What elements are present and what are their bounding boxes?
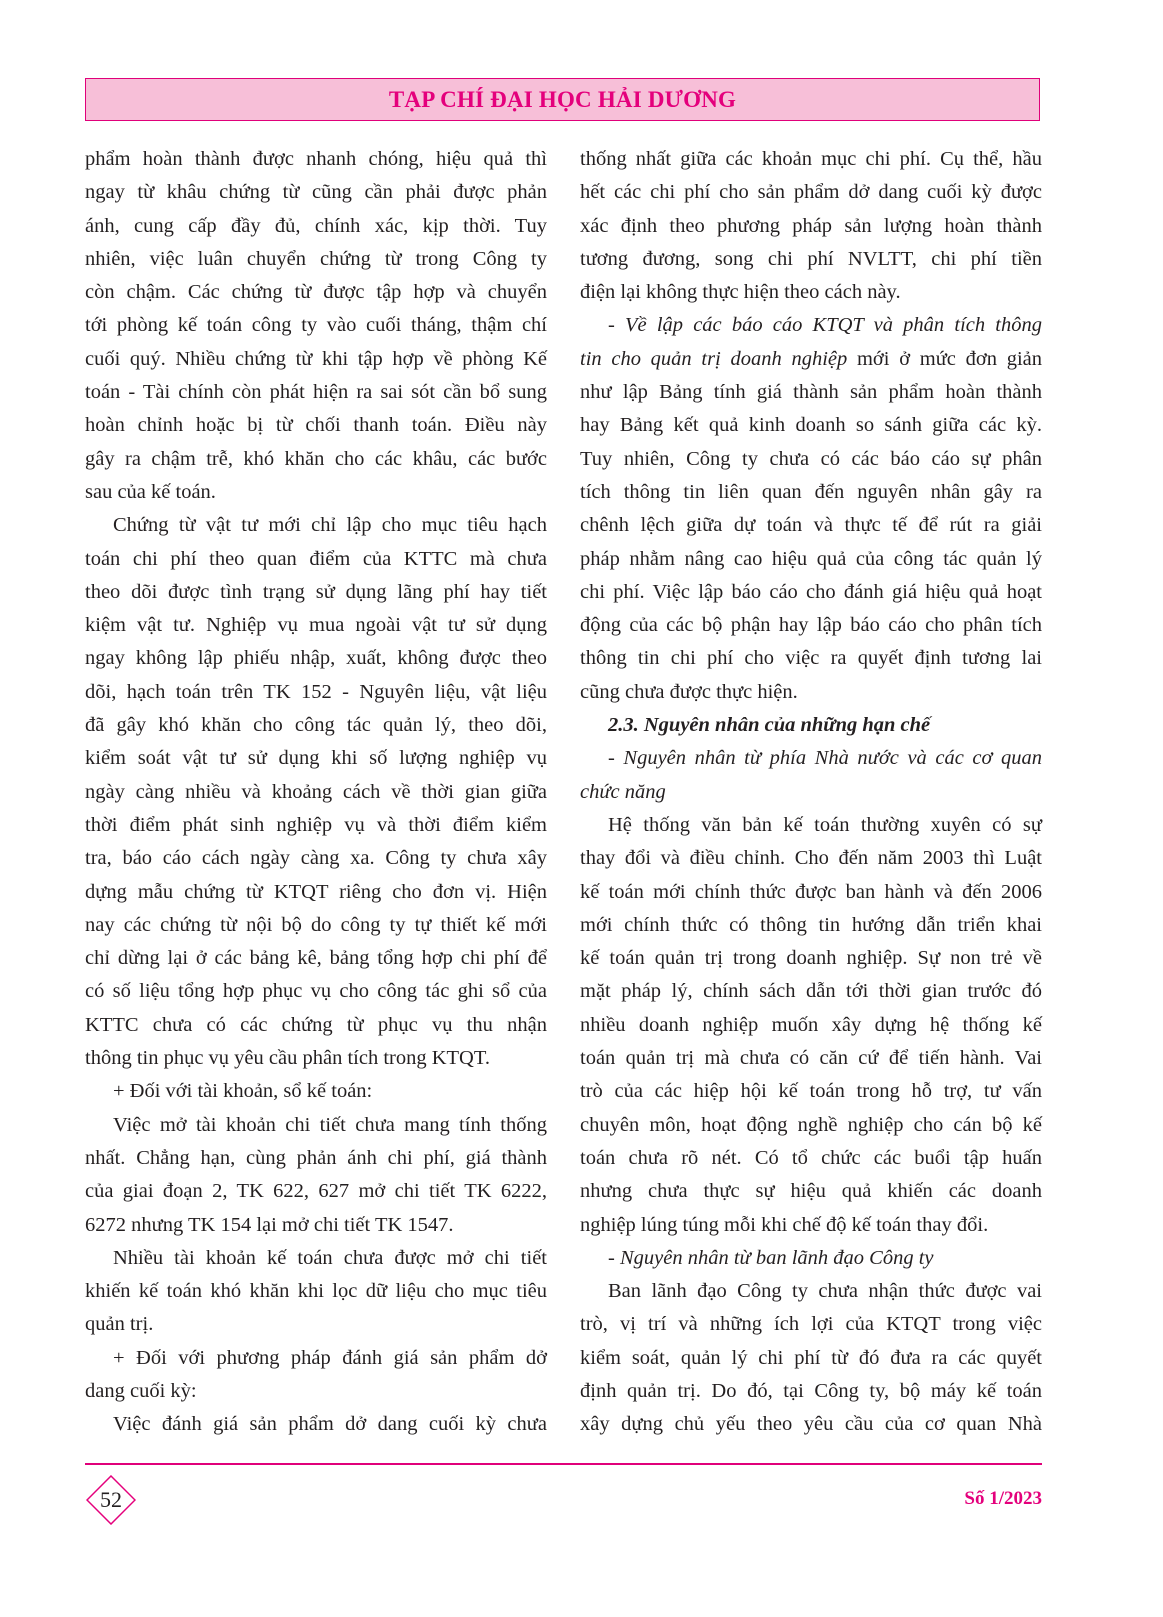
- page-number-badge: [86, 1475, 136, 1525]
- text-line: trò, vị trí và những ích lợi của KTQT trong việc: [580, 1313, 1042, 1336]
- text-line: ngay từ khâu chứng từ cũng cần phải được phản: [85, 181, 547, 204]
- text-line: ngày càng nhiều và khoảng cách về thời gian giữa: [85, 780, 547, 803]
- text-line: kiểm soát vật tư sử dụng khi số lượng nghiệp vụ: [85, 747, 547, 770]
- text-line: định quản trị. Do đó, tại Công ty, bộ máy kế toán: [580, 1379, 1042, 1402]
- text-line: phẩm hoàn thành được nhanh chóng, hiệu quả thì: [85, 148, 547, 170]
- text-line: tra, báo cáo cách ngày càng xa. Công ty chưa xây: [85, 847, 547, 870]
- text-line: nhiều doanh nghiệp muốn xây dựng hệ thống kế: [580, 1013, 1042, 1036]
- text-line: chênh lệch giữa dự toán và thực tế để rút ra giải: [580, 514, 1042, 537]
- text-line: hay Bảng kết quả kinh doanh so sánh giữa các kỳ.: [580, 414, 1042, 437]
- text-line: dang cuối kỳ:: [85, 1379, 197, 1402]
- text-line: theo dõi được tình trạng sử dụng lãng phí hay tiết: [85, 580, 547, 603]
- text-line: nay các chứng từ nội bộ do công ty tự thiết kế mới: [85, 913, 547, 936]
- text-line: kế toán quản trị trong doanh nghiệp. Sự non trẻ về: [580, 947, 1042, 970]
- text-line: gây ra chậm trễ, khó khăn cho các khâu, các bước: [85, 447, 547, 470]
- text-line: + Đối với tài khoản, sổ kế toán:: [113, 1080, 373, 1103]
- text-line: Việc đánh giá sản phẩm dở dang cuối kỳ chưa: [113, 1413, 547, 1436]
- text-line: hoàn chỉnh hoặc bị từ chối thanh toán. Điều này: [85, 414, 547, 437]
- text-line: động của các bộ phận hay lập báo cáo cho phân tích: [580, 614, 1042, 637]
- text-line: + Đối với phương pháp đánh giá sản phẩm dở: [113, 1346, 547, 1369]
- text-line: như lập Bảng tính giá thành sản phẩm hoàn thành: [580, 381, 1042, 404]
- text-line: quản trị.: [85, 1313, 154, 1336]
- text-line: trò của các hiệp hội kế toán trong hỗ trợ, tư vấn: [580, 1080, 1042, 1103]
- text-line: còn chậm. Các chứng từ được tập hợp và chuyển: [85, 281, 547, 304]
- text-line: sau của kế toán.: [85, 480, 216, 503]
- text-line: điện lại không thực hiện theo cách này.: [580, 281, 901, 304]
- text-line: - Về lập các báo cáo KTQT và phân tích thông: [608, 314, 1042, 337]
- text-line: tích thông tin liên quan đến nguyên nhân gây ra: [580, 480, 1042, 503]
- text-line: - Nguyên nhân từ phía Nhà nước và các cơ quan: [608, 747, 1042, 770]
- text-line: Việc mở tài khoản chi tiết chưa mang tính thống: [113, 1113, 547, 1136]
- text-line: có số liệu tổng hợp phục vụ cho công tác ghi sổ của: [85, 980, 547, 1003]
- text-line: thời điểm phát sinh nghiệp vụ và thời điểm kiểm: [85, 813, 547, 836]
- text-line: [580, 343, 1042, 376]
- text-line: Chứng từ vật tư mới chỉ lập cho mục tiêu hạch: [113, 514, 547, 537]
- text-line: chuyên môn, hoạt động nghề nghiệp cho cán bộ kế: [580, 1113, 1042, 1136]
- italic-phrase: tin cho quản trị doanh nghiệp: [580, 347, 848, 370]
- text-line: Tuy nhiên, Công ty chưa có các báo cáo sự phân: [580, 447, 1042, 470]
- text-line: chức năng: [580, 780, 666, 803]
- issue-number: Số 1/2023: [964, 1488, 1042, 1509]
- text-line: tương đương, song chi phí NVLTT, chi phí tiền: [580, 247, 1042, 270]
- text-line: Nhiều tài khoản kế toán chưa được mở chi tiết: [113, 1246, 547, 1269]
- section-heading: 2.3. Nguyên nhân của những hạn chế: [608, 714, 931, 737]
- text-line: pháp nhằm nâng cao hiệu quả của công tác quản lý: [580, 547, 1042, 570]
- text-line: nhưng chưa thực sự hiệu quả khiến các doanh: [580, 1180, 1042, 1203]
- text-line: thống nhất giữa các khoản mục chi phí. Cụ thể, hầu: [580, 148, 1042, 170]
- text-line: ánh, cung cấp đầy đủ, chính xác, kịp thời. Tuy: [85, 214, 547, 237]
- text-line: toán - Tài chính còn phát hiện ra sai sót cần bổ sung: [85, 381, 547, 404]
- text-line: toán quản trị mà chưa có căn cứ để tiến hành. Vai: [580, 1047, 1042, 1070]
- text-line: thông tin chi phí cho việc ra quyết định tương lai: [580, 647, 1042, 670]
- text-line: toán chưa rõ nét. Có tổ chức các buổi tập huấn: [580, 1146, 1042, 1169]
- text-line: hết các chi phí cho sản phẩm dở dang cuối kỳ được: [580, 181, 1042, 204]
- text-line: chi phí. Việc lập báo cáo cho đánh giá hiệu quả hoạt: [580, 580, 1042, 603]
- text-line: thay đổi và điều chỉnh. Cho đến năm 2003 thì Luật: [580, 847, 1042, 870]
- text-line: dựng mẫu chứng từ KTQT riêng cho đơn vị. Hiện: [85, 880, 547, 903]
- text-line: thông tin phục vụ yêu cầu phân tích trong KTQT.: [85, 1047, 490, 1070]
- journal-header: [85, 78, 1040, 121]
- text-line: tới phòng kế toán công ty vào cuối tháng, thậm chí: [85, 314, 547, 337]
- text-line: dõi, hạch toán trên TK 152 - Nguyên liệu, vật liệu: [85, 680, 547, 703]
- text-line: xác định theo phương pháp sản lượng hoàn thành: [580, 214, 1042, 237]
- right-column: [580, 143, 1042, 1442]
- text-line: kiểm soát, quản lý chi phí từ đó đưa ra các quyết: [580, 1346, 1042, 1369]
- text-line: của giai đoạn 2, TK 622, 627 mở chi tiết TK 6222,: [85, 1180, 547, 1203]
- text-line: toán chi phí theo quan điểm của KTTC mà chưa: [85, 547, 547, 570]
- text-line: mới chính thức có thông tin hướng dẫn triển khai: [580, 913, 1042, 936]
- text-line: nhất. Chẳng hạn, cùng phản ánh chi phí, giá thành: [85, 1146, 547, 1169]
- text-line: khiến kế toán khó khăn khi lọc dữ liệu cho mục tiêu: [85, 1280, 547, 1303]
- left-column: [85, 143, 547, 1442]
- text-line: chỉ dừng lại ở các bảng kê, bảng tổng hợp chi phí để: [85, 947, 547, 970]
- text-line: mặt pháp lý, chính sách dẫn tới thời gian trước đó: [580, 980, 1042, 1003]
- text-line: đã gây khó khăn cho công tác quản lý, theo dõi,: [85, 714, 547, 737]
- text-line: nhiên, việc luân chuyển chứng từ trong Công ty: [85, 247, 547, 270]
- text-line: ngay không lập phiếu nhập, xuất, không được theo: [85, 647, 547, 670]
- text-line: Ban lãnh đạo Công ty chưa nhận thức được vai: [608, 1280, 1042, 1303]
- text-line: cũng chưa được thực hiện.: [580, 680, 798, 703]
- text-line: cuối quý. Nhiều chứng từ khi tập hợp về phòng Kế: [85, 347, 547, 370]
- text-line: nghiệp lúng túng mỗi khi chế độ kế toán thay đổi.: [580, 1213, 989, 1236]
- text-line: kiệm vật tư. Nghiệp vụ mua ngoài vật tư sử dụng: [85, 614, 547, 637]
- footer-divider: [85, 1463, 1042, 1465]
- text-line: 6272 nhưng TK 154 lại mở chi tiết TK 1547.: [85, 1213, 454, 1236]
- page-number: 52: [100, 1487, 122, 1512]
- text-line: kế toán mới chính thức được ban hành và đến 2006: [580, 880, 1042, 903]
- text-line: Hệ thống văn bản kế toán thường xuyên có sự: [608, 813, 1042, 836]
- text-line: KTTC chưa có các chứng từ phục vụ thu nhận: [85, 1013, 547, 1036]
- text-line: - Nguyên nhân từ ban lãnh đạo Công ty: [608, 1246, 934, 1269]
- journal-title: TẠP CHÍ ĐẠI HỌC HẢI DƯƠNG: [388, 86, 737, 112]
- text-fragment: mới ở mức đơn giản: [847, 347, 1042, 370]
- text-line: xây dựng chủ yếu theo yêu cầu của cơ quan Nhà: [580, 1413, 1042, 1436]
